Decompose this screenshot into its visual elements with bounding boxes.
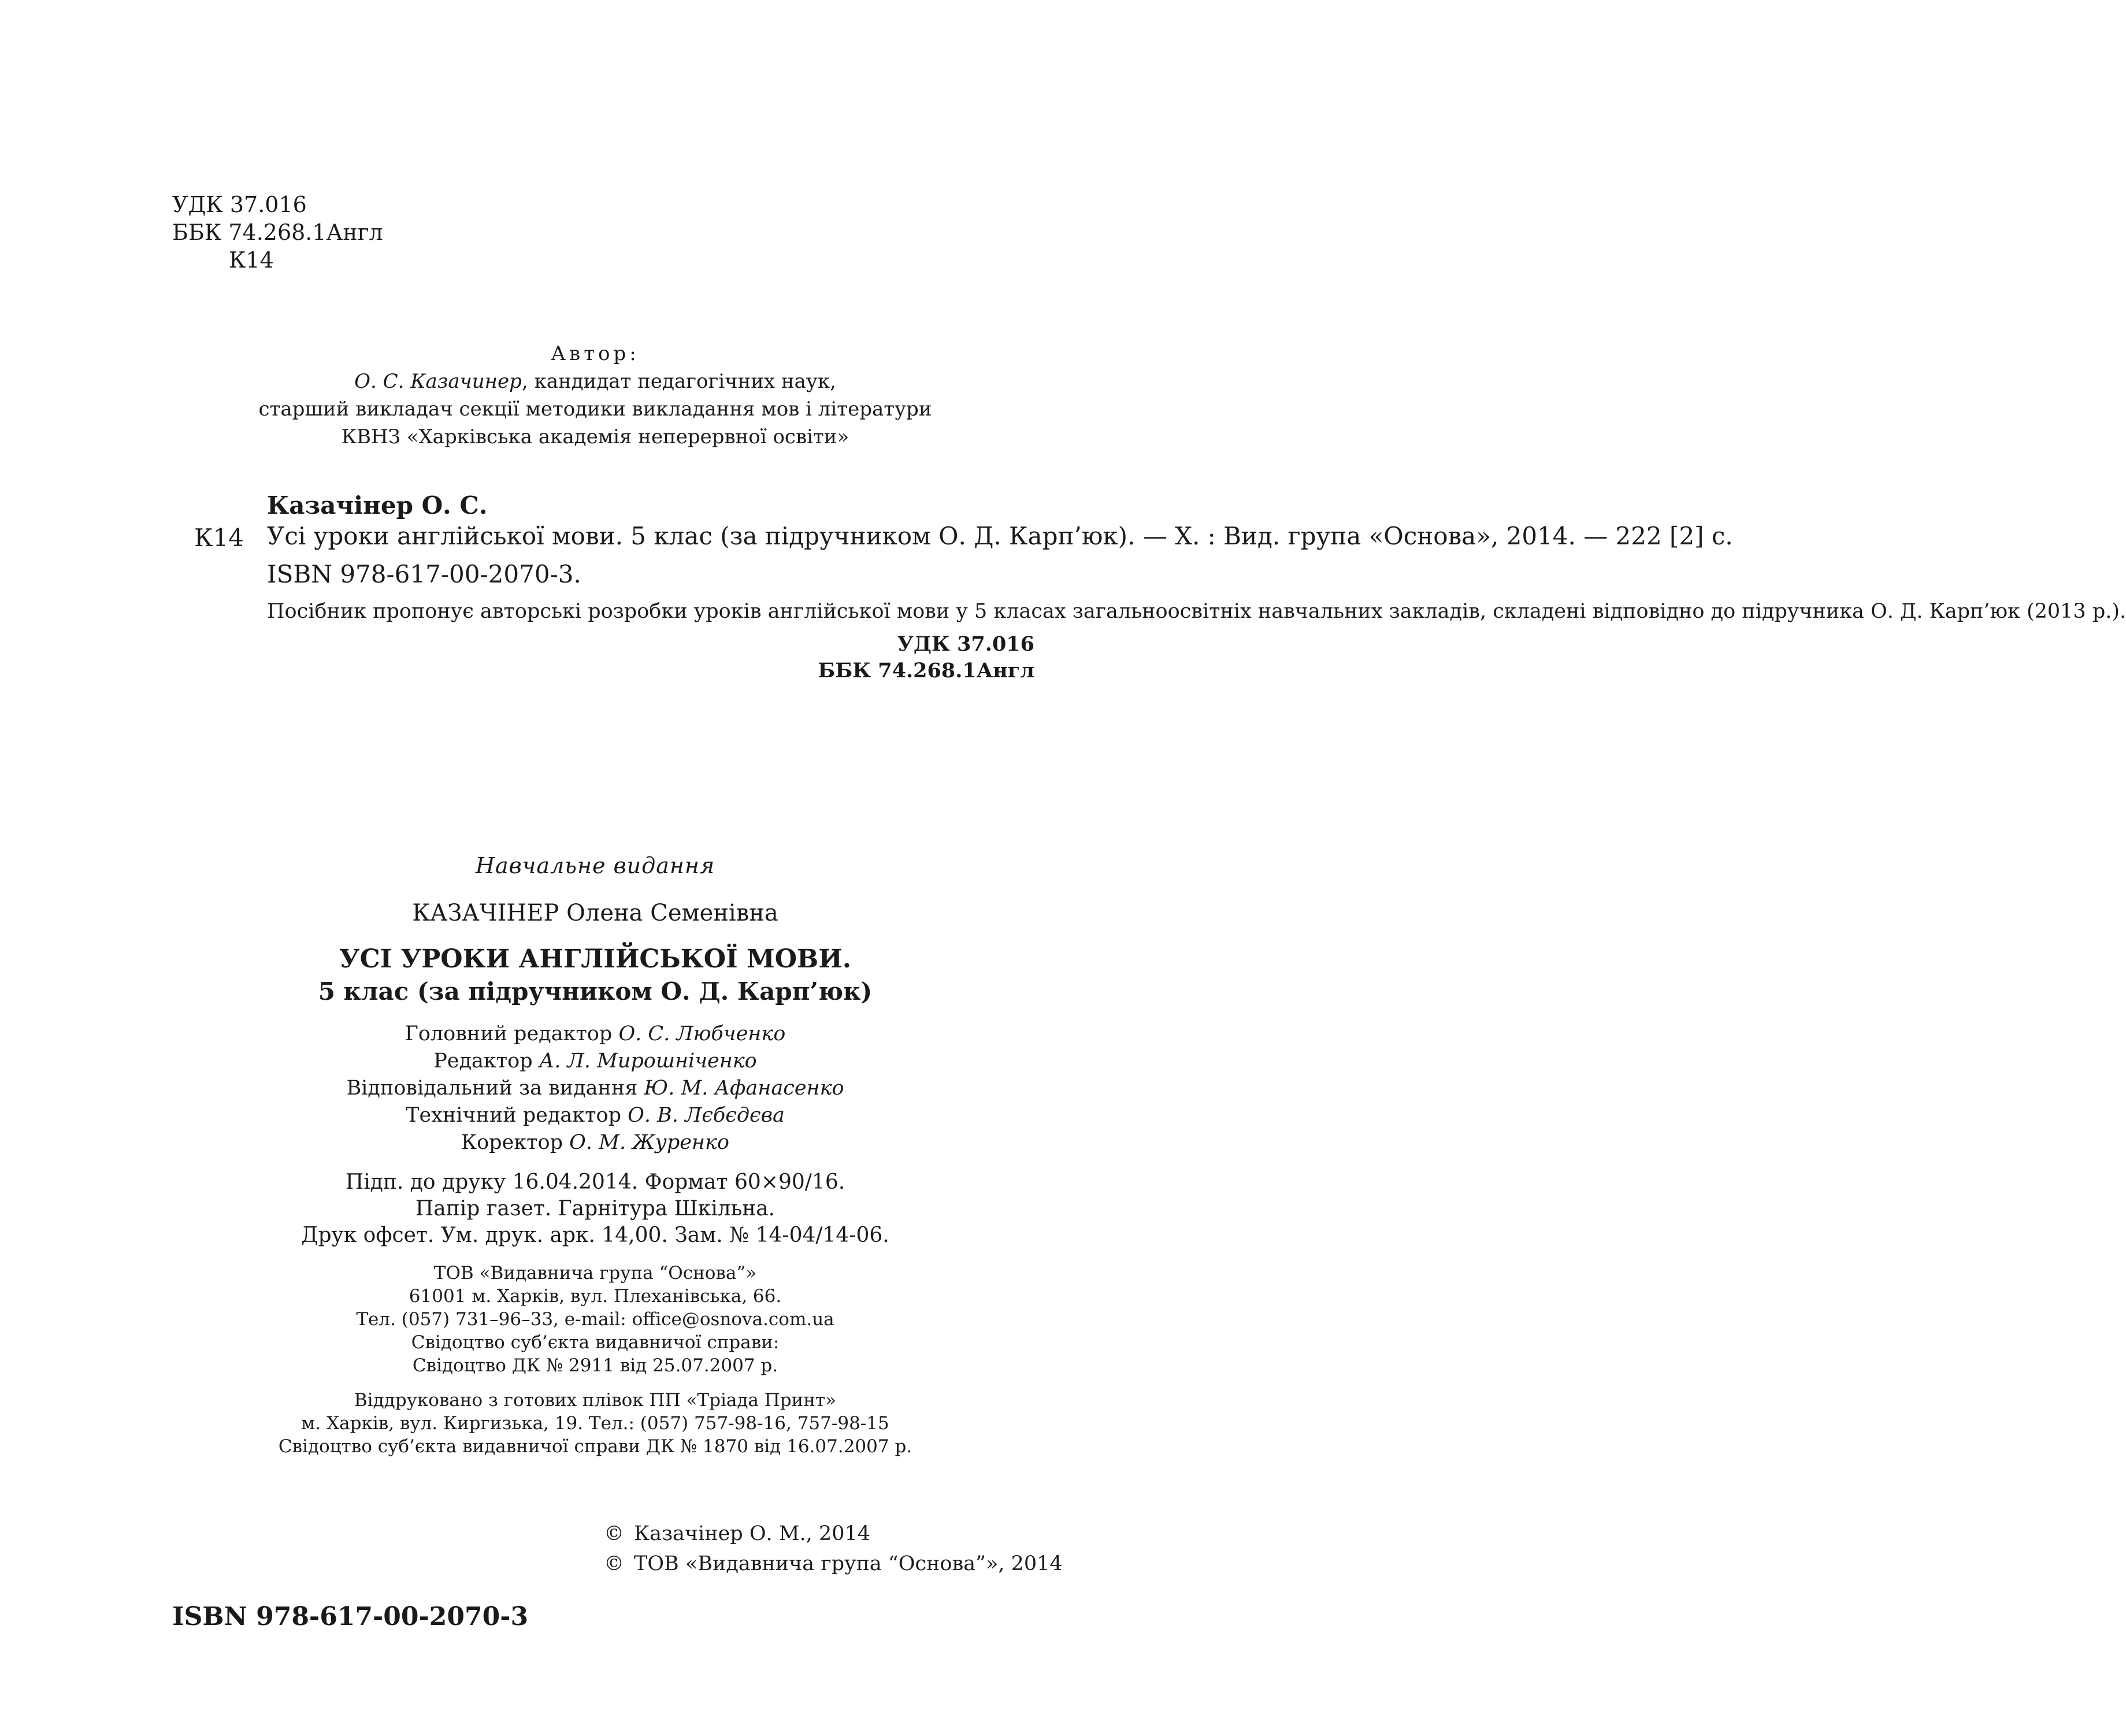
publisher-info xyxy=(173,1262,1017,1377)
edition-type: Навчальне видання xyxy=(475,853,715,878)
staff-role: Технічний редактор xyxy=(406,1104,621,1127)
author-mark: К14 xyxy=(229,247,274,273)
classification-block xyxy=(172,191,383,274)
author-line-3: КВНЗ «Харківська академія неперервної освіти» xyxy=(341,425,849,448)
bibliographic-entry xyxy=(267,490,2126,684)
imprint-subtitle: 5 клас (за підручником О. Д. Карп’юк) xyxy=(318,977,873,1006)
copyright-icon: © xyxy=(604,1522,624,1545)
entry-bbk: ББК 74.268.1Англ xyxy=(818,659,1034,682)
print-detail-line: Папір газет. Гарнітура Шкільна. xyxy=(415,1197,776,1221)
entry-author-mark: К14 xyxy=(194,524,244,552)
print-details xyxy=(173,1169,1017,1249)
entry-title: Усі уроки англійської мови. 5 клас (за підручником О. Д. Карп’юк). — Х. : Вид. група «Основа», 2014. — 222 [2] с. xyxy=(267,522,1733,550)
copyright-line xyxy=(604,1549,1063,1579)
entry-udk: УДК 37.016 xyxy=(897,632,1034,656)
staff-line xyxy=(173,1102,1017,1129)
author-name: О. С. Казачинер xyxy=(354,370,522,393)
entry-classification xyxy=(267,631,1034,684)
publisher-line: Свідоцтво ДК № 2911 від 25.07.2007 р. xyxy=(412,1355,778,1376)
imprint-author: КАЗАЧІНЕР Олена Семенівна xyxy=(412,900,778,926)
author-heading: Автор: xyxy=(551,342,640,365)
imprint-title: УСІ УРОКИ АНГЛІЙСЬКОЇ МОВИ. xyxy=(339,944,852,974)
author-line-2: старший викладач секції методики викладання мов і літератури xyxy=(258,398,932,421)
staff-name: О. М. Журенко xyxy=(569,1131,729,1154)
staff-name: Ю. М. Афанасенко xyxy=(644,1077,844,1100)
publisher-line: Свідоцтво суб’єкта видавничої справи: xyxy=(411,1332,780,1353)
print-detail-line: Друк офсет. Ум. друк. арк. 14,00. Зам. № 14-04/14-06. xyxy=(301,1223,889,1247)
printing-house-line: Віддруковано з готових плівок ПП «Тріада Принт» xyxy=(354,1390,837,1411)
staff-role: Коректор xyxy=(461,1131,563,1154)
staff-line xyxy=(173,1129,1017,1156)
author-block xyxy=(173,340,1017,451)
udk-code: УДК 37.016 xyxy=(172,192,307,217)
printing-house-info xyxy=(173,1389,1017,1458)
copyright-text: ТОВ «Видавнича група “Основа”», 2014 xyxy=(634,1552,1063,1575)
staff-name: А. Л. Мирошніченко xyxy=(539,1049,757,1073)
staff-name: О. С. Любченко xyxy=(618,1022,786,1045)
staff-role: Відповідальний за видання xyxy=(346,1077,638,1100)
publisher-line: Тел. (057) 731–96–33, e-mail: office@osnova.com.ua xyxy=(356,1309,834,1330)
publisher-line: 61001 м. Харків, вул. Плеханівська, 66. xyxy=(409,1286,782,1307)
printing-house-line: м. Харків, вул. Киргизька, 19. Тел.: (057) 757-98-16, 757-98-15 xyxy=(301,1413,889,1434)
entry-annotation: Посібник пропонує авторські розробки уроків англійської мови у 5 класах загальноосвітніх навчальних закладів, складені відповідно до підручника О. Д. Карп’юк (2013 р.). xyxy=(267,600,2126,623)
entry-isbn: ISBN 978-617-00-2070-3. xyxy=(267,560,581,588)
staff-list xyxy=(173,1021,1017,1156)
staff-role: Редактор xyxy=(433,1049,533,1073)
staff-line xyxy=(173,1075,1017,1102)
copyright-line xyxy=(604,1519,1063,1549)
author-line-1 xyxy=(173,368,1017,395)
copyright-icon: © xyxy=(604,1552,624,1575)
bbk-code: ББК 74.268.1Англ xyxy=(172,220,383,245)
entry-heading: Казачінер О. С. xyxy=(267,491,488,520)
staff-line xyxy=(173,1021,1017,1048)
copyright-text: Казачінер О. М., 2014 xyxy=(634,1522,871,1545)
isbn-bottom: ISBN 978-617-00-2070-3 xyxy=(172,1602,529,1631)
imprint-block xyxy=(173,848,1017,1458)
author-degree: , кандидат педагогічних наук, xyxy=(521,370,836,393)
publisher-line: ТОВ «Видавнича група “Основа”» xyxy=(433,1263,757,1284)
staff-role: Головний редактор xyxy=(405,1022,613,1045)
staff-name: О. В. Лєбєдєва xyxy=(628,1104,785,1127)
copyright-block xyxy=(604,1519,1063,1579)
staff-line xyxy=(173,1048,1017,1075)
print-detail-line: Підп. до друку 16.04.2014. Формат 60×90/16. xyxy=(345,1170,845,1194)
printing-house-line: Свідоцтво суб’єкта видавничої справи ДК № 1870 від 16.07.2007 р. xyxy=(278,1436,912,1457)
